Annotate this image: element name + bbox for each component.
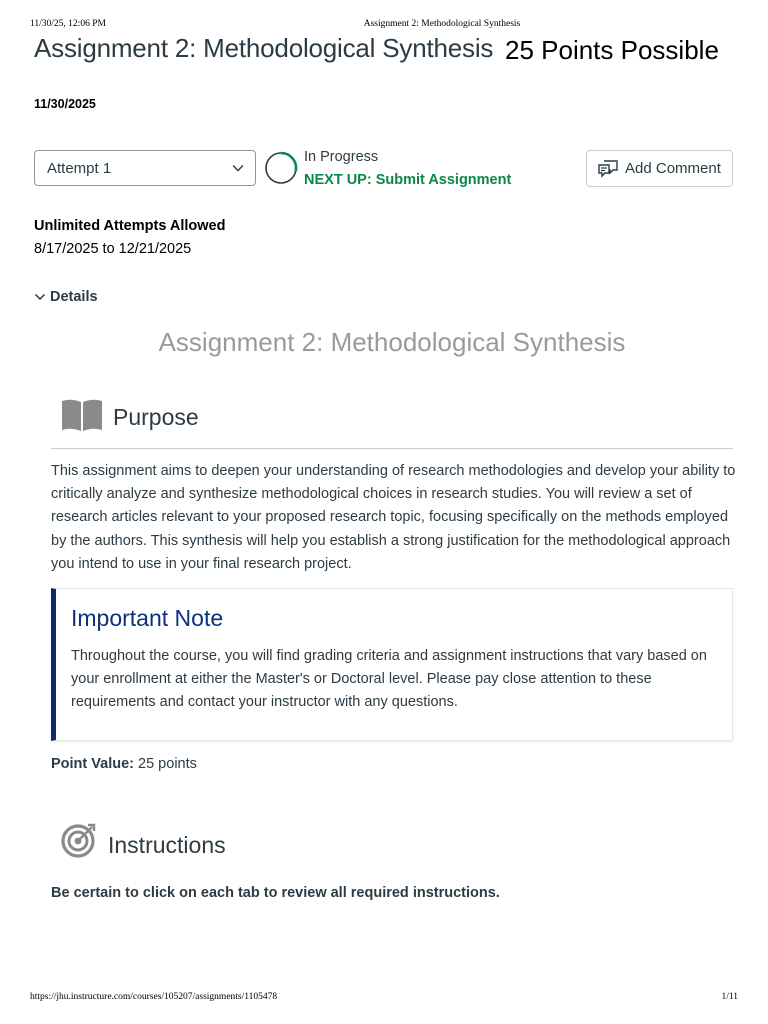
details-label: Details (50, 289, 98, 305)
content-heading: Assignment 2: Methodological Synthesis (158, 327, 626, 357)
point-value-label: Point Value: (51, 756, 134, 772)
book-icon (61, 397, 103, 433)
attempt-select[interactable] (34, 150, 256, 186)
important-note-callout (51, 588, 733, 741)
attempt-select-value: Attempt 1 (47, 159, 112, 177)
due-date: 11/30/2025 (34, 97, 96, 111)
status-label: In Progress (304, 149, 379, 165)
chevron-down-icon (34, 291, 46, 303)
availability-dates: 8/17/2025 to 12/21/2025 (34, 241, 192, 257)
print-footer (0, 992, 768, 1006)
comment-icon (597, 159, 619, 179)
print-url: https://jhu.instructure.com/courses/105207/assignments/1105478 (30, 992, 278, 1002)
purpose-body: This assignment aims to deepen your understanding of research methodologies and develop your ability to critically analyze and synthesize methodological choices in research studies. You will review a set of research articles relevant to your proposed research topic, focusing specifically on the methods employed by the authors. This synthesis will help you establish a strong justification for the methodological approach you intend to use in your final research project. (51, 463, 736, 572)
print-page-number: 1/11 (721, 992, 738, 1002)
instructions-title: Instructions (108, 832, 226, 858)
details-toggle[interactable] (34, 289, 98, 305)
purpose-header (61, 397, 199, 433)
points-possible: 25 Points Possible (505, 35, 719, 65)
attempts-allowed: Unlimited Attempts Allowed (34, 218, 226, 234)
divider (51, 448, 733, 449)
progress-ring-icon (264, 151, 298, 185)
print-header (0, 19, 768, 33)
point-value-amount: 25 points (134, 756, 197, 772)
purpose-title: Purpose (113, 403, 199, 430)
important-note-title: Important Note (71, 605, 224, 631)
print-page-title: Assignment 2: Methodological Synthesis (363, 19, 521, 29)
print-timestamp: 11/30/25, 12:06 PM (30, 19, 106, 29)
instructions-note: Be certain to click on each tab to review all required instructions. (51, 885, 500, 901)
add-comment-button[interactable] (586, 150, 733, 187)
target-icon (61, 822, 97, 858)
page-title: Assignment 2: Methodological Synthesis (34, 33, 494, 63)
point-value (51, 756, 197, 772)
chevron-down-icon (231, 161, 245, 175)
instructions-header (61, 820, 226, 859)
add-comment-label: Add Comment (625, 160, 721, 177)
important-note-body: Throughout the course, you will find grading criteria and assignment instructions that vary based on your enrollment at either the Master's or Doctoral level. Please pay close attention to these requirements and contact your instructor with any questions. (71, 648, 707, 710)
next-up-label: NEXT UP: Submit Assignment (304, 172, 512, 188)
